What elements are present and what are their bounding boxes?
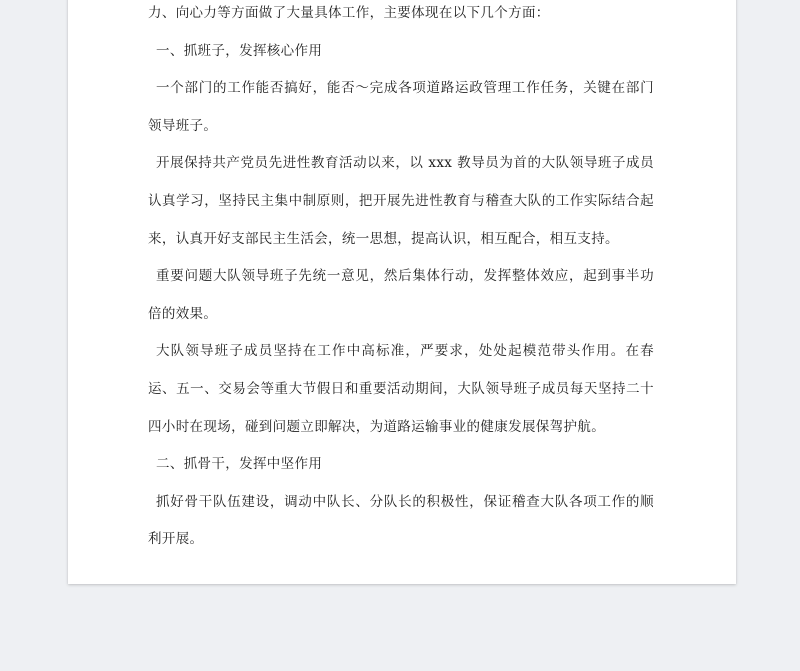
section-heading-2: 二、抓骨干，发挥中坚作用 bbox=[156, 456, 323, 473]
paragraph-leadership-example: 大队领导班子成员坚持在工作中高标准，严要求，处处起模范带头作用。在春运、五一、交易会等重大节假日和重要活动期间，大队领导班子成员每天坚持二十四小时在现场，碰到问题立即解决，为道路运输事业的健康发展保驾护航。 bbox=[148, 343, 654, 435]
paragraph-education-activity: 开展保持共产党员先进性教育活动以来，以 xxx 教导员为首的大队领导班子成员认真学习，坚持民主集中制原则，把开展先进性教育与稽查大队的工作实际结合起来，认真开好支部民主生活会，统一思想，提高认识，相互配合，相互支持。 bbox=[148, 155, 654, 247]
paragraph-intro-continuation: 力、向心力等方面做了大量具体工作，主要体现在以下几个方面： bbox=[148, 5, 550, 21]
document-page bbox=[68, 0, 736, 584]
section-heading-1: 一、抓班子，发挥核心作用 bbox=[156, 42, 323, 59]
document-body bbox=[148, 0, 654, 559]
paragraph-leadership-key: 一个部门的工作能否搞好，能否～完成各项道路运政管理工作任务，关键在部门领导班子。 bbox=[148, 80, 654, 134]
paragraph-collective-action: 重要问题大队领导班子先统一意见，然后集体行动，发挥整体效应，起到事半功倍的效果。 bbox=[148, 268, 654, 322]
paragraph-backbone-team: 抓好骨干队伍建设，调动中队长、分队长的积极性，保证稽查大队各项工作的顺利开展。 bbox=[148, 493, 654, 548]
